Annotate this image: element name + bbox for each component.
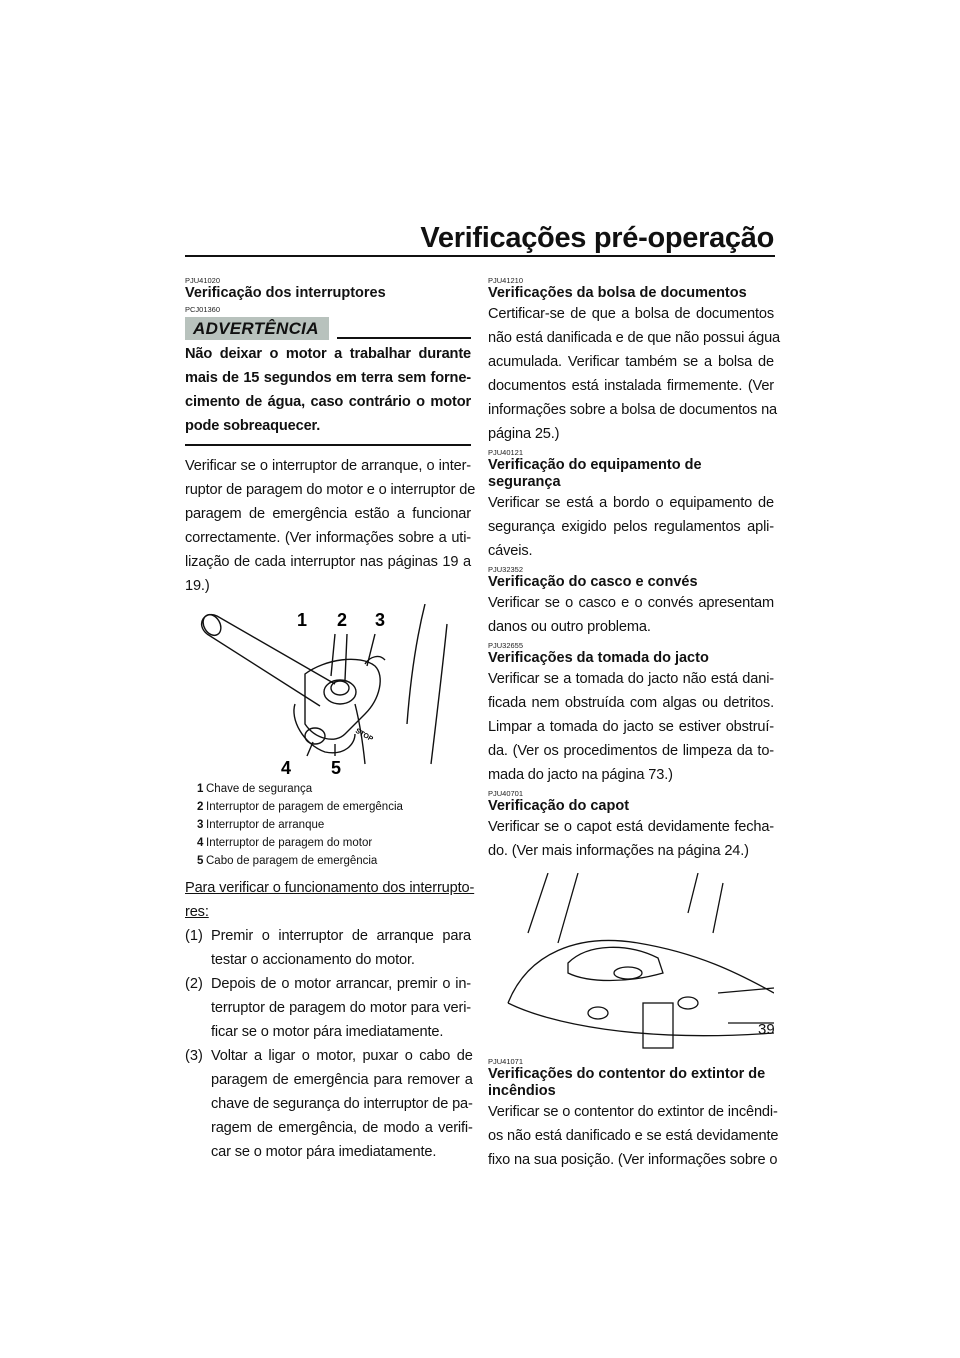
text-line: informações sobre a bolsa de documentos na xyxy=(488,402,777,418)
section-heading: Verificação do capot xyxy=(488,798,630,814)
section xyxy=(488,789,774,1053)
step-number: (3) xyxy=(185,1048,203,1064)
text-line: Depois de o motor arrancar, premir o in- xyxy=(211,976,471,992)
text-line: ruptor de paragem do motor e o interruptor de xyxy=(185,482,476,498)
warning-text xyxy=(185,342,471,438)
warning-label: ADVERTÊNCIA xyxy=(185,317,329,340)
page-title: Verificações pré-operação xyxy=(420,222,774,254)
text-line: Verificar se a tomada do jacto não está dani- xyxy=(488,671,774,687)
text-line: Verificar se o interruptor de arranque, o inter- xyxy=(185,458,471,474)
callout-1: 1 xyxy=(297,610,308,630)
text-line: segurança exigido pelos regulamentos apli- xyxy=(488,519,774,535)
legend-item: 3 Interruptor de arranque xyxy=(197,819,325,831)
section-heading: Verificação do casco e convés xyxy=(488,574,698,590)
text-line: Para verificar o funcionamento dos interrupto- xyxy=(185,880,475,896)
section-body xyxy=(488,491,774,563)
procedure-steps xyxy=(185,924,471,1164)
text-line: chave de segurança do interruptor de pa- xyxy=(211,1096,473,1112)
section-body xyxy=(488,815,774,863)
text-line: documentos está instalada firmemente. (Ver xyxy=(488,378,774,394)
section-body xyxy=(488,667,774,787)
section xyxy=(488,448,774,563)
page-number: 39 xyxy=(758,1021,775,1038)
section-heading: Verificações da bolsa de documentos xyxy=(488,285,747,301)
text-line: Verificar se o casco e o convés apresentam xyxy=(488,595,774,611)
section-code: PJU41020 xyxy=(185,276,221,285)
text-line: Verificar se o capot está devidamente fecha- xyxy=(488,819,774,835)
procedure-step xyxy=(185,1044,471,1164)
text-line: Certificar-se de que a bolsa de documentos xyxy=(488,306,774,322)
hood-check-figure xyxy=(488,873,774,1053)
text-line: não está danificada e de que não possui água xyxy=(488,330,781,346)
text-line: Verificar se o contentor do extintor de incêndi- xyxy=(488,1104,778,1120)
section-body xyxy=(488,1100,779,1172)
callout-5: 5 xyxy=(331,758,342,776)
figure-legend xyxy=(185,780,471,870)
section xyxy=(488,641,774,787)
text-line: Não deixar o motor a trabalhar durante xyxy=(185,346,471,362)
text-line: ficar se o motor pára imediatamente. xyxy=(211,1024,444,1040)
text-line: fixo na sua posição. (Ver informações sobre o xyxy=(488,1152,778,1168)
text-line: cimento de água, caso contrário o motor xyxy=(185,394,471,410)
text-line: testar o accionamento do motor. xyxy=(211,952,415,968)
text-line: paragem de emergência estão a funcionar xyxy=(185,506,471,522)
callout-2: 2 xyxy=(337,610,348,630)
text-line: Voltar a ligar o motor, puxar o cabo de xyxy=(211,1048,473,1064)
procedure-step xyxy=(185,972,471,1044)
text-line: página 25.) xyxy=(488,426,560,442)
text-line: Verificar se está a bordo o equipamento de xyxy=(488,495,774,511)
section-heading: Verificação do equipamento de segurança xyxy=(488,457,702,490)
section-code: PJU40121 xyxy=(488,448,524,457)
text-line: da. (Ver os procedimentos de limpeza da to- xyxy=(488,743,774,759)
legend-item: 2 Interruptor de paragem de emergência xyxy=(197,801,403,813)
section xyxy=(488,276,781,446)
text-line: lização de cada interruptor nas páginas 19 a xyxy=(185,554,471,570)
text-line: mais de 15 segundos em terra sem forne- xyxy=(185,370,471,386)
text-line: ficada nem obstruída com algas ou detritos. xyxy=(488,695,774,711)
stop-label: STOP xyxy=(354,727,374,744)
step-number: (1) xyxy=(185,928,203,944)
procedure-step xyxy=(185,924,471,972)
legend-item: 1 Chave de segurança xyxy=(197,783,313,795)
text-line: danos ou outro problema. xyxy=(488,619,651,635)
text-line: Limpar a tomada do jacto se estiver obstruí- xyxy=(488,719,774,735)
text-line: 19.) xyxy=(185,578,210,594)
text-line: pode sobreaquecer. xyxy=(185,418,321,434)
section-heading: incêndios xyxy=(488,1083,556,1099)
section-heading: Verificações da tomada do jacto xyxy=(488,650,709,666)
warning-bottom-rule xyxy=(185,444,471,446)
legend-item: 5 Cabo de paragem de emergência xyxy=(197,855,378,867)
step-number: (2) xyxy=(185,976,203,992)
handlebar-switches-figure xyxy=(185,604,471,776)
section-heading: Verificação dos interruptores xyxy=(185,285,386,301)
title-rule xyxy=(185,255,775,257)
text-line: Premir o interruptor de arranque para xyxy=(211,928,471,944)
section xyxy=(488,565,774,639)
hood-illustration xyxy=(488,873,774,1053)
text-line: res: xyxy=(185,904,209,920)
warning-rule xyxy=(337,337,471,339)
section-heading: Verificações do contentor do extintor de xyxy=(488,1066,766,1082)
text-line: do. (Ver mais informações na página 24.) xyxy=(488,843,749,859)
handlebar-illustration xyxy=(185,604,471,776)
switch-check-paragraph xyxy=(185,454,476,598)
text-line: cáveis. xyxy=(488,543,533,559)
section-code: PJU32655 xyxy=(488,641,524,650)
procedure-title xyxy=(185,876,475,924)
text-line: acumulada. Verificar também se a bolsa de xyxy=(488,354,774,370)
section-body xyxy=(488,591,774,639)
text-line: mada do jacto na página 73.) xyxy=(488,767,673,783)
text-line: paragem de emergência para remover a xyxy=(211,1072,473,1088)
warning-code: PCJ01360 xyxy=(185,305,221,314)
callout-3: 3 xyxy=(375,610,386,630)
section-code: PJU41210 xyxy=(488,276,524,285)
text-line: os não está danificado e se está devidamente xyxy=(488,1128,779,1144)
right-column xyxy=(488,274,781,1172)
section-code: PJU32352 xyxy=(488,565,524,574)
section-code: PJU40701 xyxy=(488,789,524,798)
text-line: ragem de emergência, de modo a verifi- xyxy=(211,1120,473,1136)
text-line: terruptor de paragem do motor para veri- xyxy=(211,1000,471,1016)
text-line: car se o motor pára imediatamente. xyxy=(211,1144,437,1160)
warning-header xyxy=(185,317,471,340)
text-line: correctamente. (Ver informações sobre a uti- xyxy=(185,530,471,546)
callout-4: 4 xyxy=(281,758,292,776)
section-body xyxy=(488,302,781,446)
left-column xyxy=(185,274,476,1164)
legend-item: 4 Interruptor de paragem do motor xyxy=(197,837,373,849)
section-code: PJU41071 xyxy=(488,1057,524,1066)
section xyxy=(488,1057,779,1172)
